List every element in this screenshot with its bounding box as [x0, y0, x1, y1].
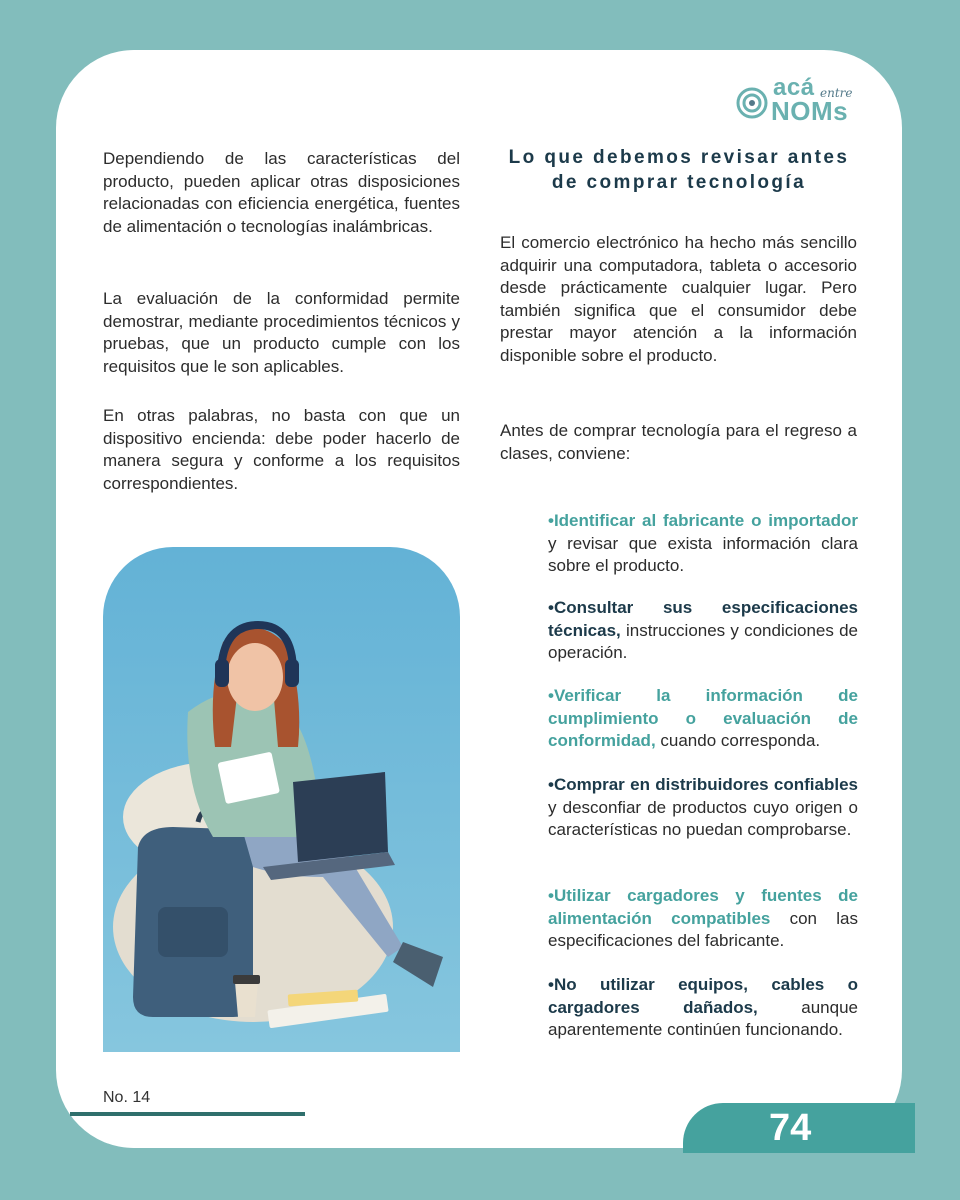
logo-noms-text: NOMs: [771, 96, 849, 126]
bullet-item: [548, 774, 858, 842]
target-logo-icon: [735, 86, 769, 120]
section-heading-line-2: de comprar tecnología: [551, 171, 807, 193]
bullet-item: [548, 685, 858, 753]
bullet-item: [548, 885, 858, 953]
acaentre-noms-logo: [735, 74, 860, 128]
section-heading-line-1: Lo que debemos revisar antes: [508, 147, 850, 168]
bullet-bold-text: •No utilizar equipos, cables o cargadores dañados,: [548, 975, 858, 1017]
bullet-bold-text: •Consultar sus especificaciones técnicas,: [548, 598, 858, 640]
bullet-bold-text: •Comprar en distribuidores confiables: [548, 775, 858, 794]
right-paragraph-2: Antes de comprar tecnología para el regreso a clases, conviene:: [500, 421, 857, 463]
page-number: 74: [769, 1107, 812, 1149]
bullet-rest-text: con las especificaciones del fabricante.: [548, 908, 858, 951]
student-photo: [103, 547, 460, 1052]
issue-number: No. 14: [103, 1089, 151, 1106]
bullet-item: [548, 597, 858, 665]
bullet-rest-text: cuando corresponda.: [655, 731, 821, 751]
section-heading: [498, 146, 860, 195]
bullet-bold-text: •Verificar la información de cumplimiento o evaluación de conformidad,: [548, 686, 858, 751]
bullet-rest-text: aunque aparentemente continúen funcionando.: [548, 997, 858, 1040]
bullet-bold-text: •Utilizar cargadores y fuentes de alimentación compatibles: [548, 886, 858, 928]
left-paragraph-3: En otras palabras, no basta con que un dispositivo encienda: debe poder hacerlo de manera segura y conforme a los requisitos correspondientes.: [103, 406, 460, 493]
bullet-rest-text: y desconfiar de productos cuyo origen o características no puedan comprobarse.: [548, 797, 858, 840]
bullet-item: [548, 974, 858, 1042]
left-paragraph-2: La evaluación de la conformidad permite demostrar, mediante procedimientos técnicos y pruebas, que un producto cumple con los requisitos que le son aplicables.: [103, 289, 460, 376]
logo-entre-text: entre: [820, 86, 853, 100]
footer-divider: [70, 1112, 305, 1116]
left-paragraph-1: Dependiendo de las características del producto, pueden aplicar otras disposiciones relacionadas con eficiencia energética, fuentes de alimentación o tecnologías inalámbricas.: [103, 149, 460, 236]
bullet-bold-text: •Identificar al fabricante o importador: [548, 511, 858, 530]
logo-aca-text: acá: [773, 74, 815, 101]
page-number-tab: [683, 1103, 915, 1153]
bullet-item: [548, 510, 858, 578]
right-paragraph-1: El comercio electrónico ha hecho más sencillo adquirir una computadora, tableta o accesorio desde prácticamente cualquier lugar. Pero también significa que el consumidor debe prestar mayor atención a la información disponible sobre el producto.: [500, 233, 857, 365]
student-illustration: [103, 547, 460, 1052]
bullet-rest-text: y revisar que exista información clara sobre el producto.: [548, 533, 858, 576]
bullet-rest-text: instrucciones y condiciones de operación.: [548, 620, 858, 663]
